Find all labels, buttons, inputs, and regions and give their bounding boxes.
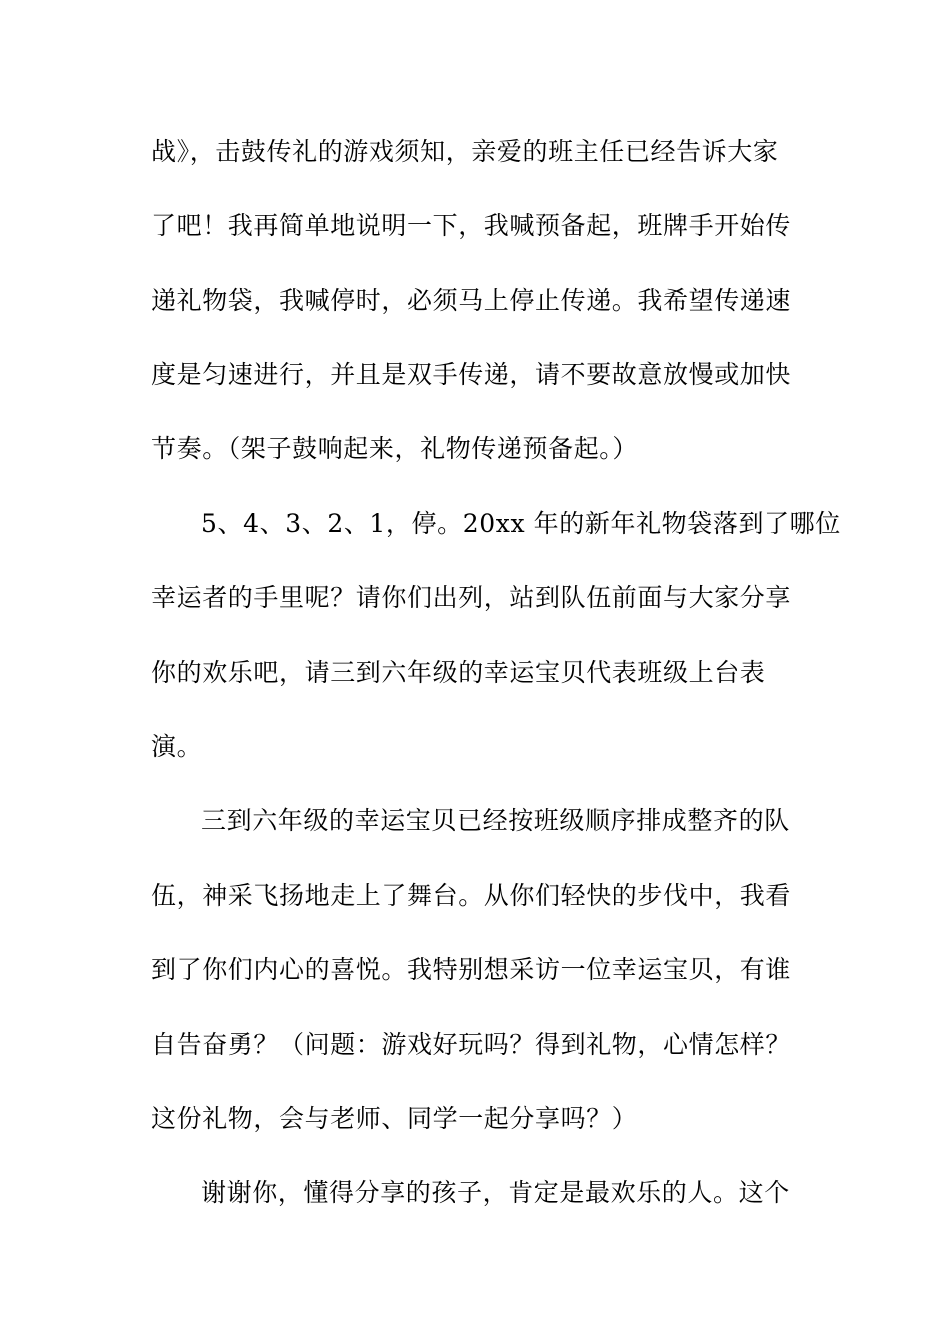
paragraph-3-line-4: 自告奋勇？（问题：游戏好玩吗？得到礼物，心情怎样？: [151, 1030, 792, 1059]
paragraph-2-line-3: 你的欢乐吧，请三到六年级的幸运宝贝代表班级上台表: [151, 658, 766, 687]
paragraph-3-line-5: 这份礼物，会与老师、同学一起分享吗？）: [151, 1104, 638, 1133]
paragraph-3-line-3: 到了你们内心的喜悦。我特别想采访一位幸运宝贝，有谁: [151, 955, 792, 984]
paragraph-4-line-1: 谢谢你，懂得分享的孩子，肯定是最欢乐的人。这个: [201, 1178, 790, 1207]
paragraph-3-line-2: 伍，神采飞扬地走上了舞台。从你们轻快的步伐中，我看: [151, 881, 792, 910]
paragraph-1-line-2: 了吧！我再简单地说明一下，我喊预备起，班牌手开始传: [151, 211, 792, 240]
paragraph-1-line-4: 度是匀速进行，并且是双手传递，请不要故意放慢或加快: [151, 360, 792, 389]
paragraph-1-line-5: 节奏。（架子鼓响起来，礼物传递预备起。）: [151, 434, 639, 463]
paragraph-2-line-4: 演。: [151, 732, 203, 761]
paragraph-3-line-1: 三到六年级的幸运宝贝已经按班级顺序排成整齐的队: [201, 806, 790, 835]
paragraph-1-line-3: 递礼物袋，我喊停时，必须马上停止传递。我希望传递速: [151, 286, 792, 315]
paragraph-2-line-1: 5、4、3、2、1，停。20xx 年的新年礼物袋落到了哪位: [201, 509, 841, 538]
paragraph-1-line-1: 战》，击鼓传礼的游戏须知，亲爱的班主任已经告诉大家: [151, 137, 779, 166]
paragraph-2-line-2: 幸运者的手里呢？请你们出列，站到队伍前面与大家分享: [151, 583, 792, 612]
